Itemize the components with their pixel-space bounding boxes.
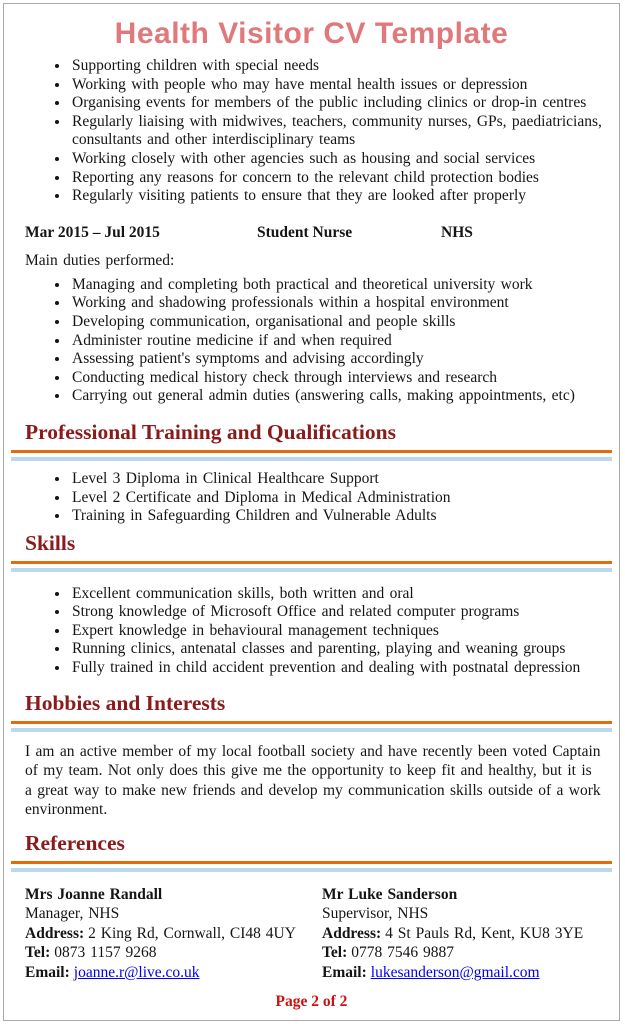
referee-address: 2 King Rd, Cornwall, CI48 4UY — [88, 924, 296, 942]
section-rule-orange — [11, 721, 612, 724]
page-number: Page 2 of 2 — [275, 993, 348, 1010]
bullet-item: • Running clinics, antenatal classes and parenting, playing and weaning groups — [70, 640, 609, 659]
referee-address-line — [322, 924, 619, 944]
section-rule-blue — [11, 728, 612, 732]
referee-email-line — [322, 963, 619, 983]
bullet-item: • Administer routine medicine if and when required — [70, 332, 609, 351]
bullet-item: • Excellent communication skills, both written and oral — [70, 585, 609, 604]
tel-label: Tel: — [25, 944, 51, 962]
section-rule-orange — [11, 861, 612, 864]
referee-tel: 0778 7546 9887 — [351, 944, 455, 962]
section-heading-skills: Skills — [25, 530, 76, 555]
section-rule-orange — [11, 450, 612, 453]
bullet-item: • Organising events for members of the public including clinics or drop-in centres — [70, 94, 609, 113]
job-entry-row — [25, 223, 619, 242]
bullet-item: • Regularly liaising with midwives, teachers, community nurses, GPs, paediatricians, consultants and other interdisciplinary teams — [70, 113, 609, 150]
bullet-item: • Level 3 Diploma in Clinical Healthcare Support — [70, 470, 609, 489]
referee-email-line — [25, 963, 322, 983]
skills-list — [4, 585, 619, 678]
bullet-item: • Working closely with other agencies such as housing and social services — [70, 150, 609, 169]
email-link[interactable]: lukesanderson@gmail.com — [370, 963, 540, 981]
cv-page — [3, 3, 620, 1021]
referee-tel-line — [25, 943, 322, 963]
job-dates: Mar 2015 – Jul 2015 — [25, 223, 160, 241]
bullet-item: • Reporting any reasons for concern to the relevant child protection bodies — [70, 169, 609, 188]
referee-tel-line — [322, 943, 619, 963]
bullet-item: • Supporting children with special needs — [70, 57, 609, 76]
bullet-item: • Managing and completing both practical and theoretical university work — [70, 276, 609, 295]
job-duties-list — [4, 276, 619, 406]
training-list — [4, 470, 619, 526]
bullet-item: • Regularly visiting patients to ensure that they are looked after properly — [70, 187, 609, 206]
hobbies-paragraph: I am an active member of my local football society and have recently been voted Captain of my team. Not only does this give me the opportunity to keep fit and healthy, but it is a great way to make new friends and develop my communication skills outside of a work environment. — [25, 742, 601, 819]
section-heading-references: References — [25, 830, 125, 855]
bullet-item: • Assessing patient's symptoms and advising accordingly — [70, 350, 609, 369]
email-link[interactable]: joanne.r@live.co.uk — [73, 963, 200, 981]
page-title: Health Visitor CV Template — [114, 17, 509, 50]
bullet-item: • Strong knowledge of Microsoft Office and related computer programs — [70, 603, 609, 622]
address-label: Address: — [322, 924, 382, 942]
tel-label: Tel: — [322, 944, 348, 962]
bullet-item: • Level 2 Certificate and Diploma in Medical Administration — [70, 489, 609, 508]
referee-card — [25, 885, 322, 983]
bullet-item: • Expert knowledge in behavioural management techniques — [70, 622, 609, 641]
referee-role: Supervisor, NHS — [322, 905, 429, 923]
email-label: Email: — [322, 963, 367, 981]
job-role: Student Nurse — [257, 223, 353, 241]
referee-address: 4 St Pauls Rd, Kent, KU8 3YE — [385, 924, 584, 942]
referee-tel: 0873 1157 9268 — [54, 944, 157, 962]
job-employer: NHS — [441, 223, 473, 241]
references-columns — [25, 885, 619, 983]
section-rule-blue — [11, 457, 612, 461]
referee-address-line — [25, 924, 322, 944]
referee-name: Mr Luke Sanderson — [322, 885, 458, 903]
bullet-item: • Carrying out general admin duties (answering calls, making appointments, etc) — [70, 387, 609, 406]
bullet-item: • Training in Safeguarding Children and Vulnerable Adults — [70, 507, 609, 526]
section-heading-hobbies: Hobbies and Interests — [25, 690, 226, 715]
address-label: Address: — [25, 924, 85, 942]
referee-card — [322, 885, 619, 983]
section-heading-training: Professional Training and Qualifications — [25, 419, 396, 444]
section-rule-blue — [11, 868, 612, 872]
section-rule-blue — [11, 568, 612, 572]
section-rule-orange — [11, 561, 612, 564]
bullet-item: • Working with people who may have mental health issues or depression — [70, 76, 609, 95]
email-label: Email: — [25, 963, 70, 981]
duties-label: Main duties performed: — [25, 251, 175, 269]
bullet-item: • Conducting medical history check through interviews and research — [70, 369, 609, 388]
bullet-item: • Developing communication, organisational and people skills — [70, 313, 609, 332]
referee-role: Manager, NHS — [25, 905, 120, 923]
referee-name: Mrs Joanne Randall — [25, 885, 163, 903]
intro-duties-list — [4, 57, 619, 206]
bullet-item: • Fully trained in child accident prevention and dealing with postnatal depression — [70, 659, 609, 678]
bullet-item: • Working and shadowing professionals within a hospital environment — [70, 294, 609, 313]
